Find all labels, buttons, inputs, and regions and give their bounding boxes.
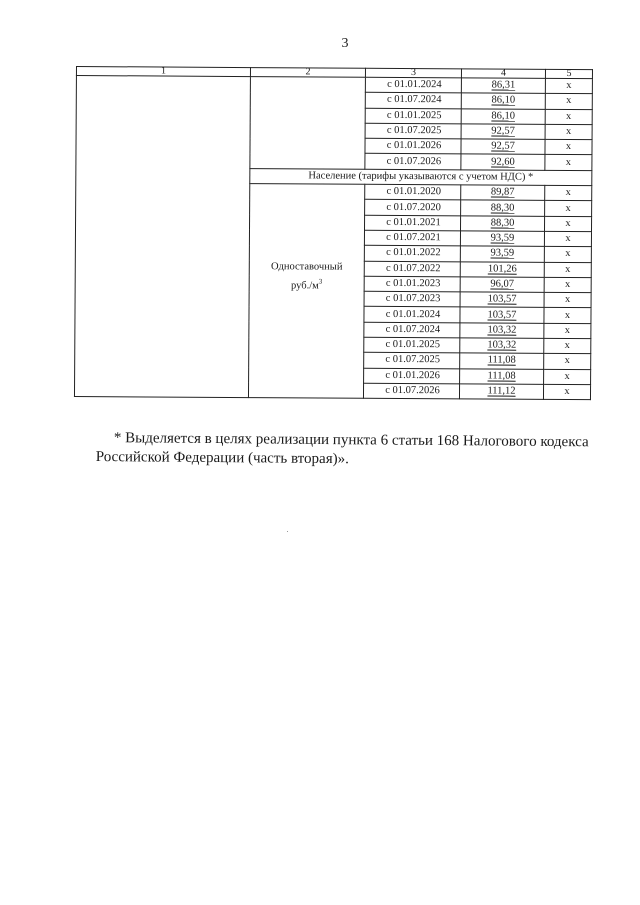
date-cell: с 01.01.2024 [365, 77, 461, 93]
column-header: 4 [461, 69, 545, 79]
value-cell: 86,31 [461, 78, 545, 94]
table-row [76, 76, 592, 94]
column-5-cell: х [545, 124, 592, 140]
value-cell: 88,30 [461, 200, 545, 216]
column-5-cell: х [545, 109, 592, 125]
date-cell: с 01.01.2024 [364, 307, 460, 323]
value-cell: 92,57 [461, 124, 545, 140]
column-header: 1 [76, 67, 250, 77]
footnote [96, 429, 616, 472]
column-5-cell: х [544, 369, 591, 385]
column-5-cell: х [544, 354, 591, 370]
date-cell: с 01.07.2023 [364, 291, 460, 307]
column-5-cell: х [544, 216, 591, 232]
value-cell: 111,08 [460, 353, 544, 369]
date-cell: с 01.01.2025 [365, 108, 461, 124]
column-header: 3 [365, 68, 461, 78]
date-cell: с 01.07.2024 [364, 322, 460, 338]
footnote-line-2: Российской Федерации (часть вторая)». [95, 448, 349, 468]
date-cell: с 01.07.2022 [364, 261, 460, 277]
date-cell: с 01.01.2023 [364, 276, 460, 292]
date-cell: с 01.01.2025 [364, 337, 460, 353]
column-header: 2 [250, 68, 365, 78]
date-cell: с 01.01.2020 [365, 184, 461, 200]
value-cell: 111,08 [460, 368, 544, 384]
footnote-line-1: * Выделяется в целях реализации пункта 6 статьи 168 Налогового кодекса [113, 430, 589, 451]
date-cell: с 01.07.2026 [365, 154, 461, 170]
date-cell: с 01.07.2025 [364, 353, 460, 369]
date-cell: с 01.01.2026 [364, 368, 460, 384]
column-5-cell: х [545, 94, 592, 110]
column-5-cell: х [544, 338, 591, 354]
group-heading: Население (тарифы указываются с учетом НДС) * [250, 168, 592, 185]
date-cell: с 01.07.2024 [365, 93, 461, 109]
value-cell: 103,32 [460, 323, 544, 339]
tariff-type-cell [248, 184, 364, 399]
date-cell: с 01.07.2026 [363, 383, 459, 399]
date-cell: с 01.07.2025 [365, 123, 461, 139]
tariff-type-label: Одноставочный [271, 260, 343, 273]
tariff-unit-superscript: 3 [318, 277, 323, 286]
column-5-cell: х [545, 140, 592, 156]
value-cell: 103,32 [460, 338, 544, 354]
date-cell: с 01.07.2020 [365, 200, 461, 216]
value-cell: 92,57 [461, 139, 545, 155]
value-cell: 103,57 [460, 292, 544, 308]
value-cell: 103,57 [460, 307, 544, 323]
column-5-cell: х [545, 155, 592, 171]
date-cell: с 01.07.2021 [364, 230, 460, 246]
column-5-cell: х [544, 247, 591, 263]
page-number: 3 [341, 36, 349, 51]
column-5-cell: х [545, 78, 592, 94]
date-cell: с 01.01.2026 [365, 138, 461, 154]
column-5-cell: х [545, 185, 592, 201]
value-cell: 96,07 [460, 277, 544, 293]
tariff-table [74, 66, 593, 400]
blank-column-1-cell [74, 76, 250, 398]
column-5-cell: х [544, 262, 591, 278]
value-cell: 111,12 [459, 384, 543, 400]
column-5-cell: х [544, 277, 591, 293]
value-cell: 86,10 [461, 93, 545, 109]
value-cell: 92,60 [461, 154, 545, 170]
blank-column-2-cell [250, 77, 366, 169]
scan-speck [287, 531, 288, 532]
column-5-cell: х [543, 384, 590, 400]
date-cell: с 01.01.2021 [365, 215, 461, 231]
tariff-table-body [74, 67, 592, 400]
column-5-cell: х [544, 323, 591, 339]
tariff-unit-label: руб./м [290, 279, 319, 292]
column-header: 5 [545, 69, 592, 78]
value-cell: 86,10 [461, 108, 545, 124]
date-cell: с 01.01.2022 [364, 246, 460, 262]
value-cell: 93,59 [460, 231, 544, 247]
column-5-cell: х [544, 231, 591, 247]
column-5-cell: х [544, 308, 591, 324]
value-cell: 89,87 [461, 185, 545, 201]
value-cell: 101,26 [460, 261, 544, 277]
column-5-cell: х [545, 201, 592, 217]
value-cell: 88,30 [461, 216, 545, 232]
value-cell: 93,59 [460, 246, 544, 262]
column-5-cell: х [544, 293, 591, 309]
